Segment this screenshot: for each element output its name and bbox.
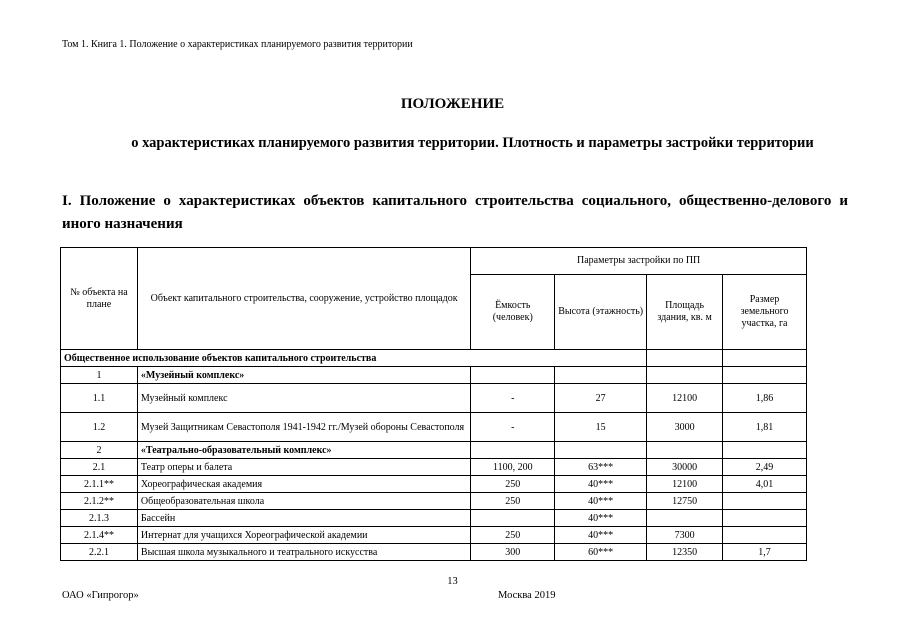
document-subtitle: о характеристиках планируемого развития территории. Плотность и параметры застройки территории	[131, 135, 814, 151]
footer-organization: ОАО «Гипрогор»	[62, 590, 139, 601]
table-row: 2 «Театрально-образовательный комплекс»	[61, 442, 807, 459]
table-row: 2.1.4** Интернат для учащихся Хореографической академии 250 40*** 7300	[61, 527, 807, 544]
table-row: 2.1.2** Общеобразовательная школа 250 40*** 12750	[61, 493, 807, 510]
table-row: 2.2.1 Высшая школа музыкального и театрального искусства 300 60*** 12350 1,7	[61, 544, 807, 561]
table-row: 1 «Музейный комплекс»	[61, 367, 807, 384]
header-object-name: Объект капитального строительства, сооружение, устройство площадок	[137, 248, 470, 350]
table-row: 1.2 Музей Защитникам Севастополя 1941-1942 гг./Музей обороны Севастополя - 15 3000 1,81	[61, 413, 807, 442]
document-title: ПОЛОЖЕНИЕ	[400, 96, 505, 112]
group-row: Общественное использование объектов капитального строительства	[61, 350, 647, 367]
header-capacity: Ёмкость (человек)	[471, 275, 555, 350]
header-land: Размер земельного участка, га	[723, 275, 807, 350]
page-number: 13	[447, 576, 458, 587]
running-header: Том 1. Книга 1. Положение о характеристиках планируемого развития территории	[62, 39, 413, 50]
parameters-table	[60, 247, 807, 561]
header-parameters: Параметры застройки по ПП	[471, 248, 807, 275]
footer-city-year: Москва 2019	[498, 590, 556, 601]
header-height: Высота (этажность)	[555, 275, 647, 350]
header-area: Площадь здания, кв. м	[647, 275, 723, 350]
header-object-number: № объекта на плане	[61, 248, 138, 350]
table-row: 2.1.1** Хореографическая академия 250 40*** 12100 4,01	[61, 476, 807, 493]
table-row: 2.1 Театр оперы и балета 1100, 200 63*** 30000 2,49	[61, 459, 807, 476]
table-row: 2.1.3 Бассейн 40***	[61, 510, 807, 527]
table-row: 1.1 Музейный комплекс - 27 12100 1,86	[61, 384, 807, 413]
section-heading: I. Положение о характеристиках объектов капитального строительства социального, общественно-делового и иного назначения	[62, 193, 848, 232]
